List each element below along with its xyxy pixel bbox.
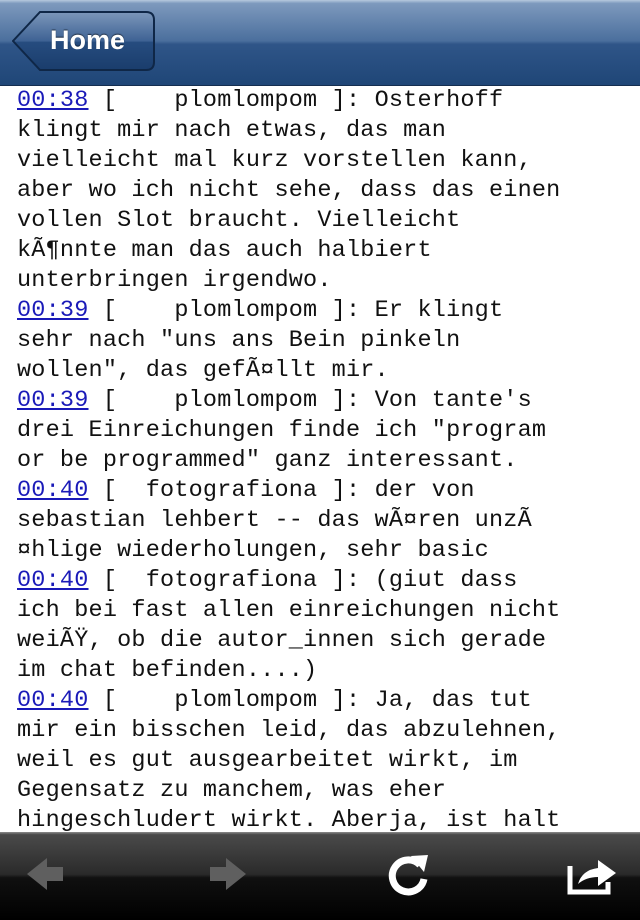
reload-button[interactable]: [378, 846, 438, 906]
timestamp-link[interactable]: 00:40: [17, 567, 89, 594]
log-message-line: (giut dass: [374, 567, 518, 594]
back-arrow-icon: [15, 846, 75, 906]
log-message-line: klingt mir nach etwas, das man: [17, 117, 447, 144]
log-message-line: Von tante's: [374, 387, 532, 414]
timestamp-link[interactable]: 00:39: [17, 297, 89, 324]
forward-arrow-icon: [198, 846, 258, 906]
log-entry: [17, 86, 640, 296]
chat-log: [0, 86, 640, 832]
log-message-line: drei Einreichungen finde ich "program: [17, 417, 547, 444]
log-user: [ plomlompom ]:: [88, 297, 375, 324]
chat-log-content: [0, 86, 640, 832]
timestamp-link[interactable]: 00:38: [17, 87, 89, 114]
log-message-line: weiÃŸ, ob die autor_innen sich gerade: [17, 627, 547, 654]
log-entry: [17, 386, 640, 476]
log-message-line: weil es gut ausgearbeitet wirkt, im: [17, 747, 518, 774]
timestamp-link[interactable]: 00:40: [17, 477, 89, 504]
log-message-line: ¤hlige wiederholungen, sehr basic: [17, 537, 489, 564]
log-message-line: der von: [374, 477, 475, 504]
log-message-line: aber wo ich nicht sehe, dass das einen: [17, 177, 561, 204]
forward-arrow-button[interactable]: [198, 846, 258, 906]
share-button[interactable]: [562, 846, 622, 906]
log-message-line: im chat befinden....): [17, 657, 318, 684]
log-message-line: sebastian lehbert -- das wÃ¤ren unzÃ: [17, 507, 532, 534]
log-message-line: Er klingt: [374, 297, 504, 324]
log-message-line: Ja, das tut: [374, 687, 532, 714]
home-back-button[interactable]: [12, 11, 155, 71]
log-message-line: Osterhoff: [374, 87, 504, 114]
share-icon: [562, 846, 622, 906]
log-entry: [17, 296, 640, 386]
back-arrow-button[interactable]: [15, 846, 75, 906]
log-user: [ plomlompom ]:: [88, 87, 375, 114]
log-entry: [17, 566, 640, 686]
reload-icon: [378, 846, 438, 906]
log-message-line: mir ein bisschen leid, das abzulehnen,: [17, 717, 561, 744]
log-entry: [17, 476, 640, 566]
log-message-line: unterbringen irgendwo.: [17, 267, 332, 294]
log-message-line: wollen", das gefÃ¤llt mir.: [17, 357, 389, 384]
log-message-line: kÃ¶nnte man das auch halbiert: [17, 237, 432, 264]
timestamp-link[interactable]: 00:40: [17, 687, 89, 714]
timestamp-link[interactable]: 00:39: [17, 387, 89, 414]
log-user: [ plomlompom ]:: [88, 687, 375, 714]
log-user: [ fotografiona ]:: [88, 477, 375, 504]
log-message-line: vielleicht mal kurz vorstellen kann,: [17, 147, 532, 174]
log-entry: [17, 686, 640, 832]
log-message-line: Gegensatz zu manchem, was eher: [17, 777, 447, 804]
home-back-label: Home: [50, 25, 126, 55]
navigation-bar: [0, 0, 640, 86]
bottom-toolbar: [0, 832, 640, 920]
log-message-line: sehr nach "uns ans Bein pinkeln: [17, 327, 461, 354]
log-message-line: or be programmed" ganz interessant.: [17, 447, 518, 474]
log-message-line: ich bei fast allen einreichungen nicht: [17, 597, 561, 624]
log-message-line: vollen Slot braucht. Vielleicht: [17, 207, 461, 234]
log-user: [ fotografiona ]:: [88, 567, 375, 594]
log-message-line: hingeschludert wirkt. Aberja, ist halt: [17, 807, 561, 832]
log-user: [ plomlompom ]:: [88, 387, 375, 414]
